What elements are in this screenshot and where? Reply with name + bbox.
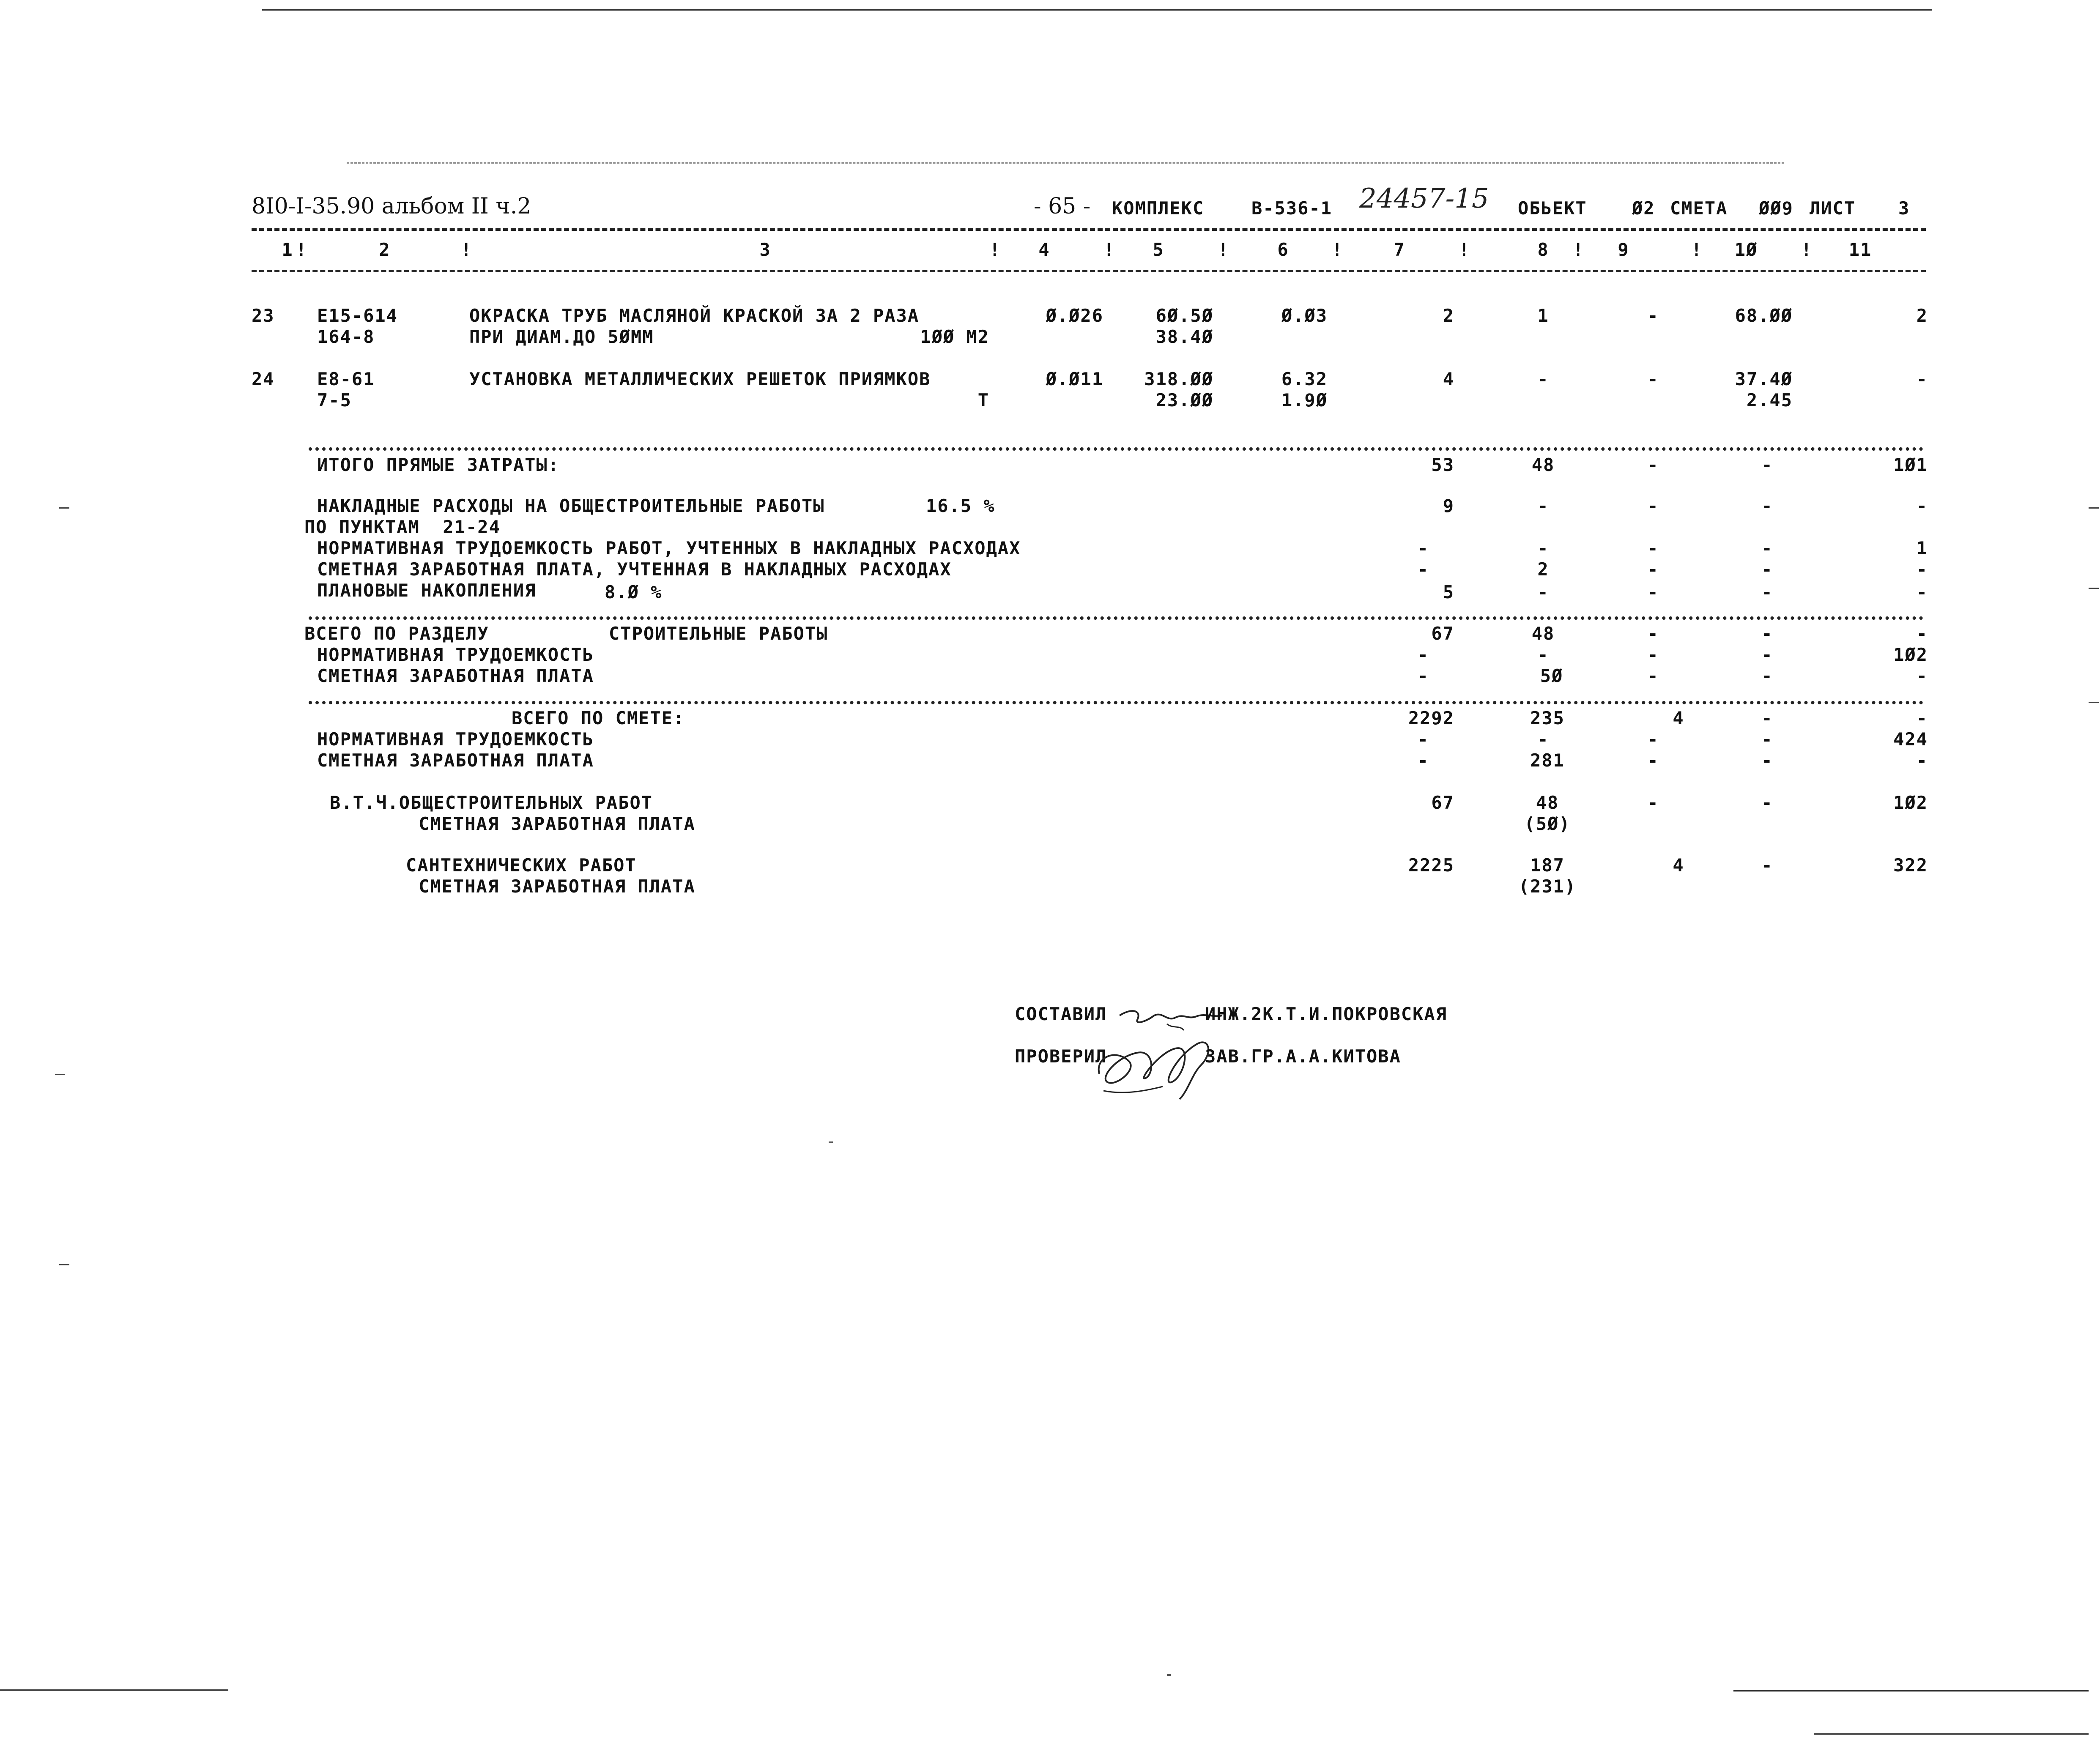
overhead-col10: - xyxy=(1761,495,1773,516)
section-wage-col9: - xyxy=(1647,665,1659,686)
margin-mark xyxy=(59,507,69,509)
general-works-col11: 1Ø2 xyxy=(1893,792,1928,813)
general-works-col8: 48 xyxy=(1536,792,1559,813)
col-number: 2 xyxy=(379,239,391,260)
item-col8: - xyxy=(1537,369,1549,389)
album-title: 8I0-I-35.90 альбом II ч.2 xyxy=(252,194,531,219)
general-works-col10: - xyxy=(1761,792,1773,813)
item-col11: 2 xyxy=(1916,305,1928,326)
col-separators: ! xyxy=(461,239,473,260)
item-col5: 6Ø.5Ø xyxy=(1155,305,1213,326)
estimate-labor-col7: - xyxy=(1417,729,1429,750)
estimate-wage-col9: - xyxy=(1647,750,1659,771)
header-rule-top xyxy=(252,228,1926,231)
item-col5: 318.ØØ xyxy=(1144,369,1213,389)
savings-rate: 8.Ø % xyxy=(605,582,663,602)
col-separators: ! xyxy=(989,239,1001,260)
overhead-col11: - xyxy=(1916,495,1928,516)
item-col8: 1 xyxy=(1537,305,1549,326)
section-total-col11: - xyxy=(1916,623,1928,644)
bottom-rule-left xyxy=(0,1689,228,1691)
section-labor-col9: - xyxy=(1647,644,1659,665)
margin-mark xyxy=(55,1074,65,1075)
savings-col7: 5 xyxy=(1443,582,1454,602)
section-total-col7: 67 xyxy=(1431,623,1454,644)
norm-labor-overhead-col10: - xyxy=(1761,538,1773,558)
sanitary-works-col9: 4 xyxy=(1673,855,1684,876)
section-wage-col10: - xyxy=(1761,665,1773,686)
norm-labor-overhead-col9: - xyxy=(1647,538,1659,558)
estimate-labor-col11: 424 xyxy=(1893,729,1928,750)
sheet-label: ЛИСТ xyxy=(1810,198,1856,219)
dotted-rule xyxy=(309,616,1924,620)
col-separators: ! xyxy=(1691,239,1703,260)
overhead-rate: 16.5 % xyxy=(926,495,995,516)
overhead-col8: - xyxy=(1537,495,1549,516)
margin-mark xyxy=(2089,702,2099,703)
general-works-wage: (5Ø) xyxy=(1524,813,1571,834)
col-number: 8 xyxy=(1537,239,1549,260)
item-code: Е15-614 xyxy=(317,305,398,326)
dotted-rule xyxy=(309,701,1924,704)
item-col10: 37.4Ø xyxy=(1735,369,1793,389)
item-code-2: 7-5 xyxy=(317,390,352,411)
item-col5b: 23.ØØ xyxy=(1155,390,1213,411)
scan-speck xyxy=(1167,1674,1171,1676)
estimate-total-col7: 2292 xyxy=(1408,708,1454,728)
col-separators: ! xyxy=(1103,239,1115,260)
col-separators: ! xyxy=(1459,239,1470,260)
compiled-label: СОСТАВИЛ xyxy=(1015,1004,1107,1024)
sanitary-works-col11: 322 xyxy=(1893,855,1928,876)
item-col5b: 38.4Ø xyxy=(1155,326,1213,347)
points-label: ПО ПУНКТАМ 21-24 xyxy=(304,517,501,537)
margin-mark xyxy=(59,1264,69,1265)
col-separators: ! xyxy=(1801,239,1813,260)
section-name: СТРОИТЕЛЬНЫЕ РАБОТЫ xyxy=(609,623,828,644)
item-col11: - xyxy=(1916,369,1928,389)
sanitary-works-col10: - xyxy=(1761,855,1773,876)
col-number: 1Ø xyxy=(1734,239,1758,260)
direct-col11: 1Ø1 xyxy=(1893,454,1928,475)
norm-labor-overhead-col11: 1 xyxy=(1916,538,1928,558)
general-works-label: В.Т.Ч.ОБЩЕСТРОИТЕЛЬНЫХ РАБОТ xyxy=(330,792,653,813)
item-description: УСТАНОВКА МЕТАЛЛИЧЕСКИХ РЕШЕТОК ПРИЯМКОВ xyxy=(469,369,931,389)
savings-col10: - xyxy=(1761,582,1773,602)
item-col7: 2 xyxy=(1443,305,1454,326)
margin-mark xyxy=(2089,507,2099,509)
item-code: Е8-61 xyxy=(317,369,375,389)
complex-label: КОМПЛЕКС xyxy=(1112,198,1205,219)
estimate-labor-label: НОРМАТИВНАЯ ТРУДОЕМКОСТЬ xyxy=(317,729,594,750)
inventory-number: 24457-15 xyxy=(1359,183,1489,214)
section-wage-col11: - xyxy=(1916,665,1928,686)
col-number: 3 xyxy=(759,239,771,260)
item-col9: - xyxy=(1647,305,1659,326)
col-separators: ! xyxy=(1218,239,1229,260)
general-works-col7: 67 xyxy=(1431,792,1454,813)
sanitary-works-wage: (231) xyxy=(1518,876,1577,897)
item-col10b: 2.45 xyxy=(1746,390,1793,411)
object-number: Ø2 xyxy=(1632,198,1655,219)
item-number: 23 xyxy=(252,305,275,326)
sanitary-works-col7: 2225 xyxy=(1408,855,1454,876)
estimate-total-col8: 235 xyxy=(1530,708,1565,728)
overhead-col9: - xyxy=(1647,495,1659,516)
direct-costs-label: ИТОГО ПРЯМЫЕ ЗАТРАТЫ: xyxy=(317,454,560,475)
page-number: - 65 - xyxy=(1034,194,1091,219)
estimate-labor-col10: - xyxy=(1761,729,1773,750)
estimate-wage-col11: - xyxy=(1916,750,1928,771)
general-works-col9: - xyxy=(1647,792,1659,813)
col-number: 1 xyxy=(282,239,293,260)
overhead-label: НАКЛАДНЫЕ РАСХОДЫ НА ОБЩЕСТРОИТЕЛЬНЫЕ РАБОТЫ xyxy=(317,495,825,516)
item-col6: Ø.Ø3 xyxy=(1281,305,1328,326)
col-separators: ! xyxy=(1573,239,1585,260)
wage-overhead-col8: 2 xyxy=(1537,559,1549,580)
item-col6: 6.32 xyxy=(1281,369,1328,389)
savings-col11: - xyxy=(1916,582,1928,602)
col-separators: ! xyxy=(1332,239,1344,260)
checked-by: ЗАВ.ГР.А.А.КИТОВА xyxy=(1205,1046,1401,1067)
overhead-col7: 9 xyxy=(1443,495,1454,516)
estimate-wage-label: СМЕТНАЯ ЗАРАБОТНАЯ ПЛАТА xyxy=(317,750,594,771)
bottom-rule-right-2 xyxy=(1733,1690,2089,1692)
estimate-label: СМЕТА xyxy=(1670,198,1728,219)
direct-col7: 53 xyxy=(1431,454,1454,475)
sanitary-works-wage-label: СМЕТНАЯ ЗАРАБОТНАЯ ПЛАТА xyxy=(419,876,695,897)
general-works-wage-label: СМЕТНАЯ ЗАРАБОТНАЯ ПЛАТА xyxy=(419,813,695,834)
section-total-label: ВСЕГО ПО РАЗДЕЛУ xyxy=(304,623,489,644)
estimate-labor-col9: - xyxy=(1647,729,1659,750)
col-number: 6 xyxy=(1277,239,1289,260)
item-description-2: ПРИ ДИАМ.ДО 5ØММ xyxy=(469,326,654,347)
sanitary-works-col8: 187 xyxy=(1530,855,1565,876)
sanitary-works-label: САНТЕХНИЧЕСКИХ РАБОТ xyxy=(406,855,637,876)
section-labor-col10: - xyxy=(1761,644,1773,665)
item-col4: Ø.Ø26 xyxy=(1046,305,1103,326)
section-wage-col8: 5Ø xyxy=(1540,665,1563,686)
header-rule-bottom xyxy=(252,270,1926,272)
wage-overhead-col10: - xyxy=(1761,559,1773,580)
section-labor-col8: - xyxy=(1537,644,1549,665)
section-total-col10: - xyxy=(1761,623,1773,644)
savings-col8: - xyxy=(1537,582,1549,602)
object-label: ОБЬЕКТ xyxy=(1518,198,1587,219)
wage-overhead-col9: - xyxy=(1647,559,1659,580)
col-number: 5 xyxy=(1153,239,1164,260)
col-number: 11 xyxy=(1848,239,1872,260)
direct-col9: - xyxy=(1647,454,1659,475)
col-number: 7 xyxy=(1394,239,1405,260)
wage-overhead-label: СМЕТНАЯ ЗАРАБОТНАЯ ПЛАТА, УЧТЕННАЯ В НАКЛАДНЫХ РАСХОДАХ xyxy=(317,559,952,580)
estimate-wage-col8: 281 xyxy=(1530,750,1565,771)
pre-header-rule xyxy=(347,162,1784,164)
estimate-wage-col10: - xyxy=(1761,750,1773,771)
estimate-total-col10: - xyxy=(1761,708,1773,728)
margin-mark xyxy=(2089,588,2099,589)
estimate-total-col11: - xyxy=(1916,708,1928,728)
col-number: 4 xyxy=(1038,239,1050,260)
item-unit: Т xyxy=(977,390,989,411)
item-unit: 1ØØ М2 xyxy=(920,326,989,347)
dotted-rule xyxy=(309,447,1924,451)
item-description: ОКРАСКА ТРУБ МАСЛЯНОЙ КРАСКОЙ ЗА 2 РАЗА xyxy=(469,305,920,326)
section-total-col9: - xyxy=(1647,623,1659,644)
item-code-2: 164-8 xyxy=(317,326,375,347)
item-col7: 4 xyxy=(1443,369,1454,389)
estimate-labor-col8: - xyxy=(1537,729,1549,750)
col-separators: ! xyxy=(296,239,308,260)
savings-label: ПЛАНОВЫЕ НАКОПЛЕНИЯ xyxy=(317,580,537,601)
sheet-number: 3 xyxy=(1898,198,1910,219)
wage-overhead-col7: - xyxy=(1417,559,1429,580)
item-col4: Ø.Ø11 xyxy=(1046,369,1103,389)
estimate-wage-col7: - xyxy=(1417,750,1429,771)
norm-labor-overhead-label: НОРМАТИВНАЯ ТРУДОЕМКОСТЬ РАБОТ, УЧТЕННЫХ В НАКЛАДНЫХ РАСХОДАХ xyxy=(317,538,1021,558)
section-wage-col7: - xyxy=(1417,665,1429,686)
section-labor-col7: - xyxy=(1417,644,1429,665)
estimate-number: ØØ9 xyxy=(1759,198,1793,219)
item-col9: - xyxy=(1647,369,1659,389)
savings-col9: - xyxy=(1647,582,1659,602)
scan-speck xyxy=(829,1141,833,1143)
direct-col8: 48 xyxy=(1531,454,1555,475)
section-wage-label: СМЕТНАЯ ЗАРАБОТНАЯ ПЛАТА xyxy=(317,665,594,686)
compiled-by: ИНЖ.2К.Т.И.ПОКРОВСКАЯ xyxy=(1205,1004,1448,1024)
direct-col10: - xyxy=(1761,454,1773,475)
wage-overhead-col11: - xyxy=(1916,559,1928,580)
bottom-rule-right xyxy=(1814,1733,2089,1735)
estimate-total-col9: 4 xyxy=(1673,708,1684,728)
top-rule xyxy=(262,9,1932,11)
norm-labor-overhead-col7: - xyxy=(1417,538,1429,558)
estimate-total-label: ВСЕГО ПО СМЕТЕ: xyxy=(512,708,685,728)
item-number: 24 xyxy=(252,369,275,389)
section-labor-col11: 1Ø2 xyxy=(1893,644,1928,665)
item-col6b: 1.9Ø xyxy=(1281,390,1328,411)
checked-signature xyxy=(1091,1027,1226,1108)
complex-code: В-536-1 xyxy=(1251,198,1333,219)
norm-labor-overhead-col8: - xyxy=(1537,538,1549,558)
section-total-col8: 48 xyxy=(1531,623,1555,644)
col-number: 9 xyxy=(1618,239,1629,260)
section-labor-label: НОРМАТИВНАЯ ТРУДОЕМКОСТЬ xyxy=(317,644,594,665)
checked-label: ПРОВЕРИЛ xyxy=(1015,1046,1107,1067)
item-col10: 68.ØØ xyxy=(1735,305,1793,326)
